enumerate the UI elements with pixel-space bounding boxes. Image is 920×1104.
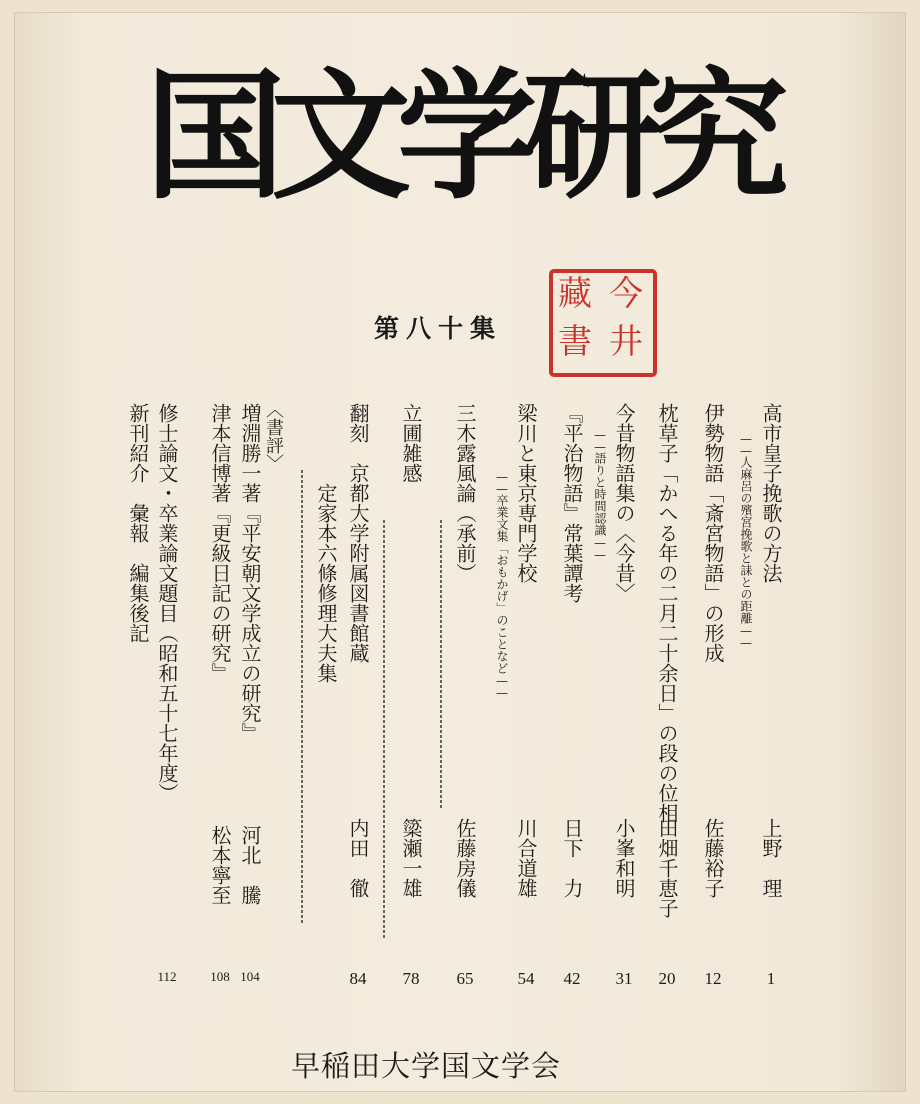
seal-char: 今 <box>609 274 643 314</box>
article-page: 65 <box>456 969 474 988</box>
article-page: 12 <box>704 969 722 988</box>
article-author: 簗瀬一雄 <box>399 818 423 898</box>
misc-sections: 新刊紹介 彙報 編集後記 <box>126 403 150 643</box>
seal-char: 藏 <box>558 274 592 314</box>
article-author: 上野 理 <box>759 818 783 898</box>
article-author: 川合道雄 <box>514 818 538 898</box>
article-page: 54 <box>517 969 535 988</box>
review-title: 増淵勝一著『平安朝文学成立の研究』 <box>238 403 262 743</box>
article-author: 小峯和明 <box>612 818 636 898</box>
review-author: 松本寧至 <box>208 825 232 905</box>
article-title: 三木露風論（承前） <box>453 403 477 583</box>
article-title: 今昔物語集の〈今昔〉 <box>612 403 636 603</box>
seal-char: 井 <box>609 322 643 362</box>
misc-page: 112 <box>157 969 177 984</box>
article-page: 84 <box>349 969 367 988</box>
seal-char: 書 <box>558 322 592 362</box>
article-page: 78 <box>402 969 420 988</box>
article-title: 伊勢物語「斎宮物語」の形成 <box>701 403 725 663</box>
article-author: 佐藤裕子 <box>701 818 725 898</box>
volume-number: 第八十集 <box>374 314 503 343</box>
dotted-divider <box>440 520 442 810</box>
article-subtitle: ——語りと時間認識—— <box>593 428 607 560</box>
article-title: 枕草子「かへる年の二月二十余日」の段の位相 <box>655 403 679 823</box>
reviews-label: 〈書評〉 <box>263 400 284 472</box>
article-subtitle: ——卒業文集「おもかげ」のことなど—— <box>495 470 509 698</box>
article-title: 翻刻 京都大学附属図書館蔵 <box>346 403 370 663</box>
review-page: 108 <box>210 969 230 984</box>
journal-title: 国文学研究 <box>144 56 775 219</box>
article-title: 梁川と東京専門学校 <box>514 403 538 583</box>
article-page: 1 <box>766 969 776 988</box>
article-page: 31 <box>615 969 633 988</box>
review-page: 104 <box>240 969 260 984</box>
article-author: 日下 力 <box>560 818 584 898</box>
article-subtitle: ——人麻呂の殯宮挽歌と誄との距離—— <box>739 432 753 648</box>
article-page: 42 <box>563 969 581 988</box>
article-page: 20 <box>658 969 676 988</box>
article-title: 高市皇子挽歌の方法 <box>759 403 783 583</box>
dotted-divider <box>383 520 385 940</box>
article-title: 『平治物語』常葉譚考 <box>560 403 584 603</box>
article-title-line2: 定家本六條修理大夫集 <box>314 483 338 683</box>
ownership-seal-stamp <box>549 269 657 377</box>
review-title: 津本信博著『更級日記の研究』 <box>208 403 232 683</box>
article-author: 内田 徹 <box>346 818 370 898</box>
publisher-name: 早稲田大学国文学会 <box>291 1049 562 1083</box>
dotted-divider <box>301 470 303 925</box>
article-author: 田畑千恵子 <box>655 818 679 918</box>
article-title: 立圃雑感 <box>399 403 423 483</box>
theses-list-title: 修士論文・卒業論文題目（昭和五十七年度） <box>155 403 179 803</box>
review-author: 河北 騰 <box>238 825 262 905</box>
article-author: 佐藤房儀 <box>453 818 477 898</box>
